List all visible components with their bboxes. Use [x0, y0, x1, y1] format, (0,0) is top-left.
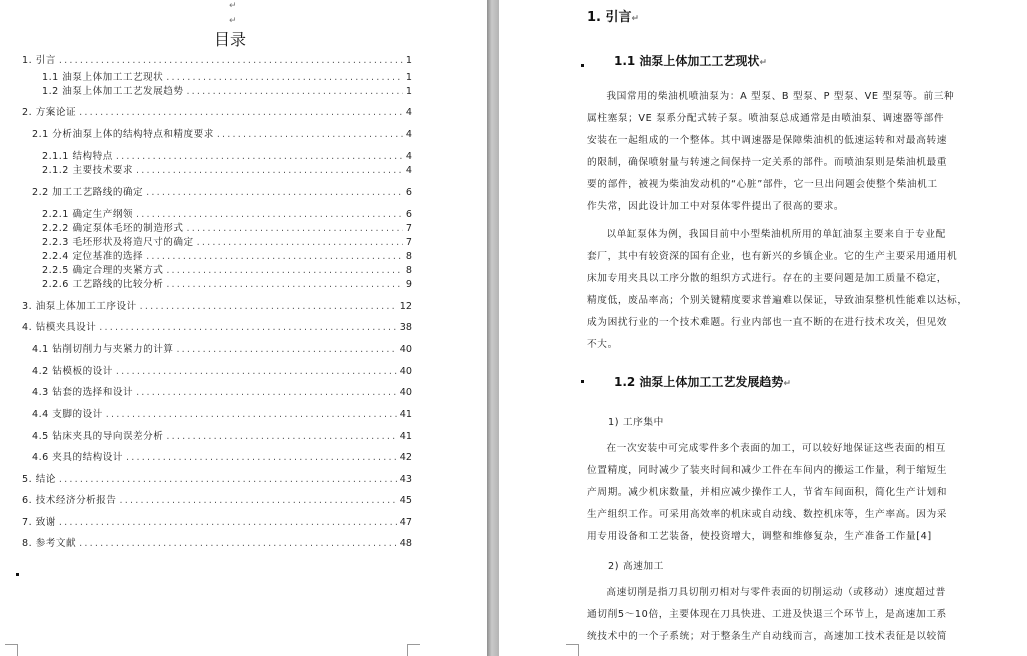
toc-entry[interactable]	[22, 301, 412, 313]
toc-leader-dots	[146, 251, 403, 263]
toc-entry-text: 2.1 分析油泵上体的结构特点和精度要求	[32, 129, 214, 140]
toc-leader-dots	[99, 322, 397, 334]
toc-leader-dots	[136, 387, 397, 399]
toc-entry[interactable]	[22, 474, 412, 486]
paragraph-bullet	[581, 380, 584, 383]
toc-leader-dots	[217, 129, 403, 141]
toc-entry[interactable]	[42, 165, 412, 177]
toc-entry[interactable]	[22, 322, 412, 334]
heading-1-2: 1.2 油泵上体加工工艺发展趋势↵	[614, 375, 791, 389]
toc-entry[interactable]	[32, 431, 412, 443]
page-gap	[487, 0, 499, 656]
toc-entry-page: 40	[399, 344, 412, 355]
toc-leader-dots	[166, 72, 403, 84]
toc-entry-text: 1.2 油泵上体加工工艺发展趋势	[42, 86, 184, 97]
toc-entry-page: 47	[399, 517, 412, 528]
paragraph-4: 高速切削是指刀具切削刃相对与零件表面的切削运动（或移动）速度超过普 通切削5～10倍，主要体现在刀具快进、工进及快退三个环节上，是高速加工系 统技术中的一个子系统；对于整条生产自动线而言，高速加工技术表征是以较简	[587, 587, 948, 642]
toc-leader-dots	[116, 151, 403, 163]
toc-entry-page: 42	[399, 452, 412, 463]
toc-entry[interactable]	[32, 129, 412, 141]
toc-leader-dots	[59, 55, 403, 67]
toc-leader-dots	[59, 474, 397, 486]
toc-entry-page: 38	[399, 322, 412, 333]
toc-entry[interactable]	[42, 265, 412, 277]
toc-entry[interactable]	[42, 86, 412, 98]
toc-entry[interactable]	[42, 251, 412, 263]
toc-entry-page: 4	[405, 129, 412, 140]
page-corner-mark	[407, 644, 420, 656]
toc-leader-dots	[166, 265, 403, 277]
toc-entry-text: 4. 钻模夹具设计	[22, 322, 97, 333]
toc-entry[interactable]	[42, 223, 412, 235]
toc-entry-page: 41	[399, 431, 412, 442]
toc-entry-page: 40	[399, 366, 412, 377]
page-corner-mark	[5, 644, 18, 656]
toc-entry-text: 2.2.3 毛坯形状及将造尺寸的确定	[42, 237, 194, 248]
toc-entry[interactable]	[32, 344, 412, 356]
toc-entry[interactable]	[32, 187, 412, 199]
toc-entry-text: 2.2.1 确定生产纲领	[42, 209, 134, 220]
toc-entry-text: 5. 结论	[22, 474, 56, 485]
toc-entry-page: 12	[399, 301, 412, 312]
toc-entry[interactable]	[42, 151, 412, 163]
toc-entry[interactable]	[42, 72, 412, 84]
toc-entry[interactable]	[22, 517, 412, 529]
toc-entry-text: 1.1 油泵上体加工工艺现状	[42, 72, 164, 83]
toc-leader-dots	[136, 209, 403, 221]
toc-leader-dots	[79, 538, 397, 550]
toc-entry-text: 1. 引言	[22, 55, 56, 66]
content-page	[499, 0, 1027, 656]
toc-leader-dots	[166, 431, 396, 443]
toc-entry-text: 4.4 支脚的设计	[32, 409, 103, 420]
heading-1-1: 1.1 油泵上体加工工艺现状↵	[614, 54, 767, 68]
toc-entry-page: 9	[405, 279, 412, 290]
paragraph-bullet	[16, 573, 19, 576]
toc-entry-text: 8. 参考文献	[22, 538, 77, 549]
toc-entry-page: 41	[399, 409, 412, 420]
paragraph-2: 以单缸泵体为例，我国目前中小型柴油机所用的单缸油泵主要来自于专业配 套厂，其中有较资深的国有企业，也有新兴的乡镇企业。它的生产主要采用通用机 床加专用夹具以工序分散的组织方式进行。存在的主要问题是加工质量不稳定， 精度低，废品率高；个别关键精度要求普遍难以保证，导致油泵整机性能难以达标， 成为困扰行业的一个技术难题。行业内部也一直不断的在进行技术攻关，但见效 不大。	[587, 229, 968, 350]
toc-entry-page: 1	[405, 86, 412, 97]
toc-entry-text: 4.1 钻削切削力与夹紧力的计算	[32, 344, 174, 355]
list-item-1: 1) 工序集中	[608, 417, 664, 428]
paragraph-mark: ↵	[229, 1, 237, 11]
toc-entry[interactable]	[22, 538, 412, 550]
toc-leader-dots	[116, 366, 397, 378]
paragraph-1: 我国常用的柴油机喷油泵为：A 型泵、B 型泵、P 型泵、VE 型泵等。前三种 属柱塞泵；VE 泵系分配式转子泵。喷油泵总成通常是由喷油泵、调速器等部件 安装在一起组成的一个整体。其中调速器是保障柴油机的低速运转和对最高转速 的限制，确保喷射量与转速之间保持一定关系的部件。而喷油泵则是柴油机最重 要的部件，被视为柴油发动机的“心脏”部件，它一旦出问题会使整个柴油机工 作失常，因此设计加工中对泵体零件提出了很高的要求。	[587, 91, 955, 212]
toc-entry-page: 48	[399, 538, 412, 549]
toc-leader-dots	[176, 344, 396, 356]
heading-1: 1. 引言↵	[587, 10, 640, 25]
toc-leader-dots	[126, 452, 397, 464]
toc-entry-text: 2. 方案论证	[22, 107, 77, 118]
toc-entry-text: 4.6 夹具的结构设计	[32, 452, 123, 463]
toc-entry[interactable]	[22, 107, 412, 119]
toc-leader-dots	[140, 301, 397, 313]
toc-entry-page: 6	[405, 187, 412, 198]
toc-entry-text: 2.2.5 确定合理的夹紧方式	[42, 265, 164, 276]
toc-entry-text: 2.2.4 定位基准的选择	[42, 251, 144, 262]
paragraph-bullet	[581, 64, 584, 67]
toc-entry[interactable]	[32, 387, 412, 399]
toc-entry-page: 6	[405, 209, 412, 220]
toc-leader-dots	[186, 86, 402, 98]
toc-entry-page: 43	[399, 474, 412, 485]
toc-leader-dots	[197, 237, 403, 249]
toc-title: 目录	[213, 30, 246, 49]
toc-entry-page: 4	[405, 107, 412, 118]
toc-entry[interactable]	[32, 366, 412, 378]
toc-entry-text: 2.2 加工工艺路线的确定	[32, 187, 144, 198]
toc-leader-dots	[59, 517, 397, 529]
list-item-2: 2) 高速加工	[608, 561, 664, 572]
toc-page	[0, 0, 487, 656]
toc-entry-page: 7	[405, 237, 412, 248]
toc-leader-dots	[146, 187, 403, 199]
toc-entry[interactable]	[32, 452, 412, 464]
toc-entry[interactable]	[42, 209, 412, 221]
toc-leader-dots	[79, 107, 403, 119]
toc-entry-page: 45	[399, 495, 412, 506]
page-corner-mark	[566, 644, 579, 656]
toc-entry-text: 3. 油泵上体加工工序设计	[22, 301, 137, 312]
toc-leader-dots	[166, 279, 403, 291]
toc-entry-text: 7. 致谢	[22, 517, 56, 528]
toc-entry-page: 4	[405, 151, 412, 162]
toc-entry[interactable]	[22, 55, 412, 67]
toc-entry-page: 1	[405, 55, 412, 66]
toc-entry-page: 1	[405, 72, 412, 83]
toc-entry-text: 2.1.2 主要技术要求	[42, 165, 134, 176]
toc-entry[interactable]	[22, 495, 412, 507]
toc-entry[interactable]	[42, 279, 412, 291]
toc-entry-page: 7	[405, 223, 412, 234]
toc-entry[interactable]	[32, 409, 412, 421]
toc-entry-text: 2.2.6 工艺路线的比较分析	[42, 279, 164, 290]
toc-entry-text: 6. 技术经济分析报告	[22, 495, 117, 506]
toc-leader-dots	[119, 495, 396, 507]
toc-leader-dots	[136, 165, 403, 177]
toc-entry-text: 4.2 钻模板的设计	[32, 366, 113, 377]
toc-entry-text: 2.2.2 确定泵体毛坯的制造形式	[42, 223, 184, 234]
paragraph-mark: ↵	[229, 16, 237, 26]
toc-entry-text: 2.1.1 结构特点	[42, 151, 113, 162]
toc-entry-page: 8	[405, 251, 412, 262]
toc-entry[interactable]	[42, 237, 412, 249]
toc-leader-dots	[187, 223, 403, 235]
toc-entry-page: 4	[405, 165, 412, 176]
toc-entry-text: 4.5 钻床夹具的导向误差分析	[32, 431, 164, 442]
toc-entry-page: 40	[399, 387, 412, 398]
toc-entry-page: 8	[405, 265, 412, 276]
paragraph-3: 在一次安装中可完成零件多个表面的加工，可以较好地保证这些表面的相互 位置精度，同时减少了装夹时间和减少工件在车间内的搬运工作量，利于缩短生 产周期。减少机床数量，并相应减少操作工人，节省车间面积，简化生产计划和 生产组织工作。可采用高效率的机床或自动线、数控机床等，生产率高。因为采 用专用设备和工艺装备，使投资增大，调整和维修复杂，生产准备工作量[4]	[587, 443, 948, 542]
toc-entry-text: 4.3 钻套的选择和设计	[32, 387, 134, 398]
toc-leader-dots	[106, 409, 397, 421]
